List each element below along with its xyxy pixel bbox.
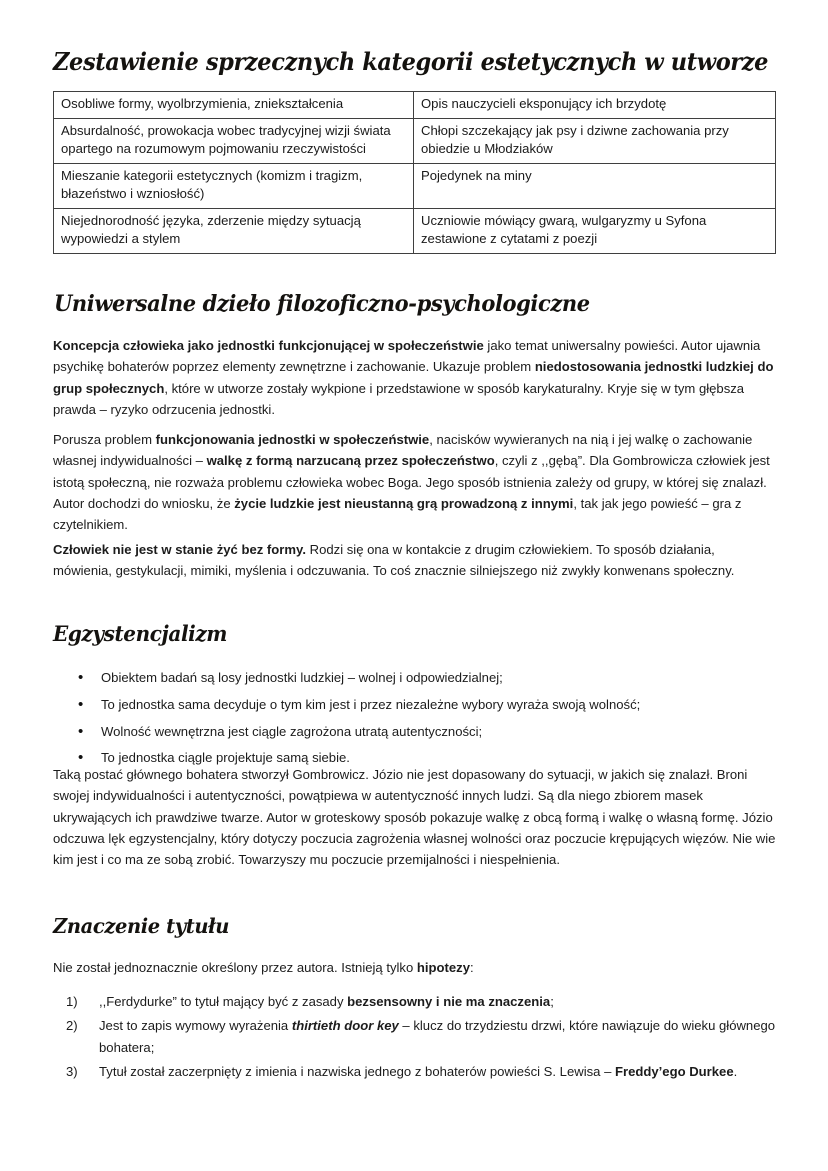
list-item-text: ,,Ferdydurke” to tytuł mający być z zasady bezsensowny i nie ma znaczenia; [99, 994, 554, 1009]
table-cell-left: Niejednorodność języka, zderzenie między sytuacją wypowiedzi a stylem [54, 208, 414, 253]
table-cell-right: Uczniowie mówiący gwarą, wulgaryzmy u Syfona zestawione z cytatami z poezji [414, 208, 776, 253]
emphasised-run: thirtieth door key [291, 1018, 399, 1034]
list-item-text: Jest to zapis wymowy wyrażenia thirtieth door key – klucz do trzydziestu drzwi, które nawiązuje do wieku głównego bohatera; [99, 1018, 776, 1055]
list-item-text: Tytuł został zaczerpnięty z imienia i nazwiska jednego z bohaterów powieści S. Lewisa – Freddy’ego Durkee. [99, 1063, 738, 1079]
paragraph-concept-of-man: Koncepcja człowieka jako jednostki funkcjonującej w społeczeństwie jako temat uniwersalny powieści. Autor ujawnia psychikę bohaterów poprzez elementy zewnętrzne i zachowanie. Ukazuje problem niedostosowania jednostki ludzkiej do grup społecznych, które w utworze zostały wykpione i przedstawione w sposób karykaturalny. Kryje się w tym głębsza prawda – ryzyko odrzucenia jednostki. [53, 338, 774, 417]
section-heading-title-meaning: Znaczenie tytułu [53, 913, 229, 939]
paragraph-form: Człowiek nie jest w stanie żyć bez formy. Rodzi się ona w kontakcie z drugim człowiekiem. To sposób działania, mówienia, gestykulacji, mimiki, myślenia i odczuwania. To coś znacznie silniejszego niż zwykły konwenans społeczny. [53, 542, 735, 579]
list-item [53, 991, 776, 1012]
bold-run: funkcjonowania jednostki w społeczeństwie [155, 432, 430, 447]
section-heading-universal-work: Uniwersalne dzieło filozoficzno-psychologiczne [54, 289, 590, 317]
table-cell-left: Osobliwe formy, wyolbrzymienia, zniekształcenia [54, 92, 414, 119]
bold-run: walkę z formą narzucaną przez społeczeństwo [206, 453, 495, 469]
section-heading-aesthetic-categories: Zestawienie sprzecznych kategorii estetycznych w utworze [53, 48, 769, 77]
table-row [54, 92, 776, 119]
list-item: • To jednostka ciągle projektuje samą siebie. [53, 747, 776, 768]
list-item-marker: 3) [66, 1063, 78, 1079]
bold-run: życie ludzkie jest nieustanną grą prowadzoną z innymi [234, 495, 574, 511]
list-item-marker: 1) [66, 994, 78, 1009]
bold-run [292, 1018, 399, 1033]
list-item: • To jednostka sama decyduje o tym kim jest i przez niezależne wybory wyraża swoją wolność; [53, 694, 776, 715]
table-cell-left: Mieszanie kategorii estetycznych (komizm i tragizm, błazeństwo i wzniosłość) [54, 163, 414, 208]
bold-run: Człowiek nie jest w stanie żyć bez formy. [53, 542, 306, 557]
list-item: • Obiektem badań są losy jednostki ludzkiej – wolnej i odpowiedzialnej; [53, 667, 776, 688]
list-item: • Wolność wewnętrzna jest ciągle zagrożona utratą autentyczności; [53, 721, 776, 742]
section-heading-existentialism: Egzystencjalizm [53, 620, 228, 647]
paragraph-jozio-character: Taką postać głównego bohatera stworzył Gombrowicz. Józio nie jest dopasowany do sytuacji, w jakich się znalazł. Broni swojej indywidualności i autentyczności, powątpiewa w autentyczność innych ludzi. Są dla niego zbiorem masek ukrywających ich prawdziwe twarze. Autor w groteskowy sposób pokazuje walkę z obcą formą i walkę o własną formę. Józio odczuwa lęk egzystencjalny, który dotyczy poczucia zagrożenia własnej wolności oraz poczucie krępujących więzów. Nie wie kim jest i co ma ze sobą zrobić. Towarzyszy mu poczucie przemijalności i niespełnienia. [53, 767, 776, 868]
bold-run: Freddy’ego Durkee [615, 1063, 734, 1079]
table-row [54, 208, 776, 253]
title-meaning-numbered-list [53, 991, 776, 1085]
list-item [53, 1015, 776, 1058]
bold-run: niedostosowania jednostki ludzkiej do grup społecznych [53, 359, 774, 396]
table-row [54, 163, 776, 208]
table-cell-left: Absurdalność, prowokacja wobec tradycyjnej wizji świata opartego na rozumowym pojmowaniu rzeczywistości [54, 118, 414, 163]
paragraph-hypotheses-intro: Nie został jednoznacznie określony przez autora. Istnieją tylko hipotezy: [53, 960, 474, 975]
table-cell-right: Pojedynek na miny [414, 163, 776, 208]
bold-run: Koncepcja człowieka jako jednostki funkcjonującej w społeczeństwie [53, 338, 484, 353]
paragraph-individual-in-society: Porusza problem funkcjonowania jednostki w społeczeństwie, nacisków wywieranych na nią i jej walkę o zachowanie własnej indywidualności – walkę z formą narzucaną przez społeczeństwo, czyli z ,,gębą”. Dla Gombrowicza człowiek jest istotą społeczną, nie rozważa problemu człowieka wobec Boga. Jego sposób istnienia zależy od grupy, w której się znalazł. Autor dochodzi do wniosku, że życie ludzkie jest nieustanną grą prowadzoną z innymi, tak jak jego powieść – gra z czytelnikiem. [53, 432, 770, 533]
existentialism-bullet-list [53, 667, 776, 774]
list-item-marker: 2) [66, 1018, 78, 1034]
bold-run: bezsensowny i nie ma znaczenia [347, 994, 551, 1009]
table-cell-right: Chłopi szczekający jak psy i dziwne zachowania przy obiedzie u Młodziaków [414, 118, 776, 163]
table-cell-right: Opis nauczycieli eksponujący ich brzydotę [414, 92, 776, 119]
aesthetic-categories-table [53, 91, 776, 254]
list-item [53, 1061, 776, 1082]
bold-run: hipotezy [416, 960, 471, 975]
table-row [54, 118, 776, 163]
table-body [54, 92, 776, 254]
